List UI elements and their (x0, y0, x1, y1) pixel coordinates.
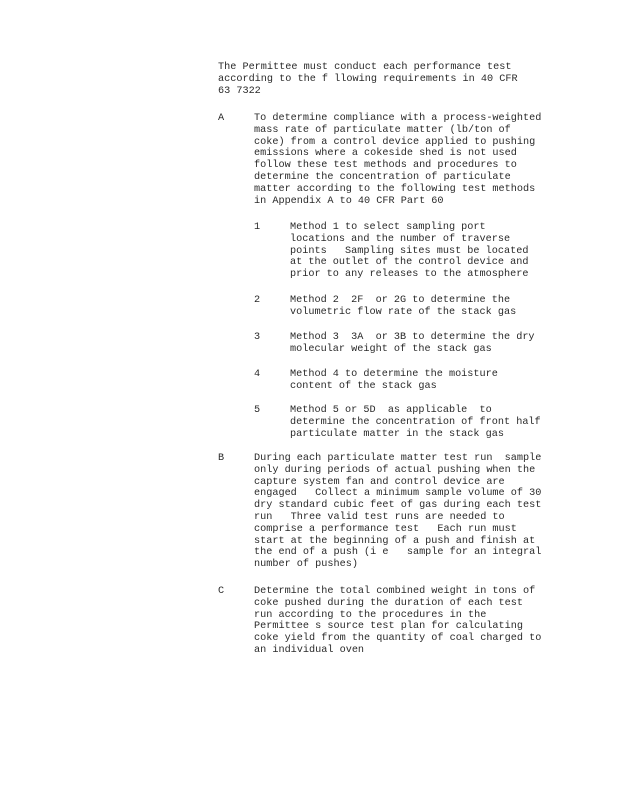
sub-item-line: volumetric flow rate of the stack gas (290, 306, 517, 318)
sub-item-line: Method 5 or 5D as applicable to (290, 405, 492, 416)
item-line: dry standard cubic feet of gas during each test (254, 500, 542, 512)
sub-item-line: Method 3 3A or 3B to determine the dry (290, 332, 535, 343)
item-line: Determine the total combined weight in tons of (254, 586, 536, 597)
item-line: matter according to the following test methods (254, 183, 536, 195)
item-line: determine the concentration of particulate (254, 171, 511, 183)
item-marker: B (218, 453, 225, 464)
item-marker: C (218, 586, 225, 597)
sub-item-line: locations and the number of traverse (290, 233, 511, 245)
intro-paragraph (218, 62, 548, 97)
sub-item-line: Method 2 2F or 2G to determine the (290, 295, 511, 306)
sub-item-text (290, 369, 498, 393)
sub-item-line: determine the concentration of front half (290, 416, 541, 428)
item-line: capture system fan and control device are (254, 476, 505, 488)
item-line: comprise a performance test Each run must (254, 523, 517, 535)
item-line: only during periods of actual pushing when the (254, 464, 536, 476)
item-line: the end of a push (i e sample for an integral (254, 547, 542, 559)
item-line: Permittee s source test plan for calculating (254, 621, 523, 633)
item-line: emissions where a cokeside shed is not used (254, 148, 517, 160)
sub-item-marker: 1 (254, 222, 261, 233)
item-marker: A (218, 113, 225, 124)
item-line: coke) from a control device applied to pushing (254, 136, 536, 148)
sub-item-line: particulate matter in the stack gas (290, 428, 504, 440)
sub-item-line: at the outlet of the control device and (290, 257, 529, 269)
sub-item-line: Method 1 to select sampling port (290, 222, 486, 233)
sub-item-line: molecular weight of the stack gas (290, 343, 492, 355)
item-line: coke yield from the quantity of coal charged to (254, 633, 542, 645)
item-line: engaged Collect a minimum sample volume of 30 (254, 488, 542, 500)
item-line: run Three valid test runs are needed to (254, 511, 505, 523)
sub-item-text (290, 222, 528, 281)
sub-item-marker: 5 (254, 405, 261, 416)
item-text (254, 453, 541, 571)
sub-item-line: content of the stack gas (290, 380, 437, 392)
sub-item-text (290, 332, 535, 356)
item-line: start at the beginning of a push and finish at (254, 535, 536, 547)
item-line: During each particulate matter test run sample (254, 453, 542, 464)
intro-line: The Permittee must conduct each performance test (218, 62, 512, 73)
sub-item-marker: 4 (254, 369, 261, 380)
intro-line: 63 7322 (218, 85, 261, 97)
item-line: coke pushed during the duration of each test (254, 597, 523, 609)
sub-item-marker: 3 (254, 332, 261, 343)
item-text (254, 113, 541, 207)
item-line: mass rate of particulate matter (lb/ton of (254, 124, 511, 136)
sub-item-line: Method 4 to determine the moisture (290, 369, 498, 380)
sub-item-marker: 2 (254, 295, 261, 306)
item-line: run according to the procedures in the (254, 609, 487, 621)
item-line: an individual oven (254, 644, 365, 656)
item-line: follow these test methods and procedures to (254, 160, 517, 172)
item-line: To determine compliance with a process-weighted (254, 113, 542, 124)
sub-item-text (290, 405, 541, 440)
intro-line: according to the f llowing requirements in 40 CFR (218, 73, 518, 85)
item-text (254, 586, 541, 657)
sub-item-text (290, 295, 516, 319)
item-line: in Appendix A to 40 CFR Part 60 (254, 195, 444, 207)
item-line: number of pushes) (254, 559, 358, 571)
sub-item-line: points Sampling sites must be located (290, 245, 529, 257)
sub-item-line: prior to any releases to the atmosphere (290, 269, 529, 281)
